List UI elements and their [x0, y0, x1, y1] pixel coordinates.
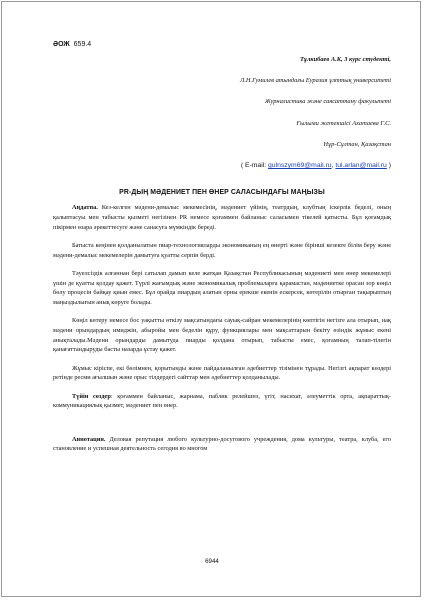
- author-name: Тұлкибаев А.К, 3 курс студенті,: [299, 56, 391, 63]
- udc-code: [53, 40, 391, 50]
- page-number: 6944: [205, 558, 219, 565]
- keywords-label: Түйін сөздер: [72, 392, 111, 400]
- email-line: [53, 161, 391, 171]
- abstract-paragraph-5: Жұмыс кіріспе, екі бөлімнен, қорытынды және пайдаланылған әдебиеттер тізімінен тұрады. Негізгі ақпарат көздері ретінде ресми ағылшын және орыс тілдердегі сайттар мен әдебиеттер қолданылады.: [53, 364, 391, 382]
- abstract-paragraph-2: Батыста кеңінен қолданылатын пиар-технологияларды экономиканың ең өнерті және бірінші кезекте білім беру және мәдени-демалыс мекемелерін дамытуға қуатты серпін берді.: [53, 242, 391, 259]
- abstract-paragraph-1: [53, 203, 391, 232]
- keywords-paragraph: [53, 392, 391, 411]
- ru-abstract-paragraph: [53, 435, 391, 454]
- email-link-1[interactable]: gulnszym69@mail.ru: [268, 161, 332, 169]
- city: Нұр-Сұлтан, Қазақстан: [323, 140, 391, 148]
- email-separator: ,: [331, 161, 336, 169]
- university: Л.Н.Гумилев атындағы Еуразия ұлттық университеті: [240, 77, 391, 85]
- udc-number: 659.4: [73, 41, 92, 48]
- udc-label: ӘОЖ: [53, 41, 70, 48]
- abstract-label: Аңдатпа.: [72, 204, 98, 212]
- email-suffix: ): [386, 161, 391, 169]
- article-title: PR-ДЫҢ МӘДЕНИЕТ ПЕН ӨНЕР САЛАСЫНДАҒЫ МАҢЫЗЫ: [119, 188, 325, 196]
- abstract-text-1: Кез-келген мәдени-демалыс мекемесінің, мәдениет үйінің, театрдың, клубтың іскерлік беделі, оның қалыптасуы мен табысты қызметі негізінен PR немесе қоғаммен байланыс саласымен тікелей қатысты. Бұл қоғамдық пікірмен өзара әрекеттесуге және санасуға мүмкіндік береді.: [53, 204, 391, 231]
- ru-abstract-label: Аннотация.: [72, 435, 106, 443]
- abstract-paragraph-4: Көңіл көтеру немесе бос уақытты өткізу мақсатындағы сауық-сайран мекемелерінің көптігін негізге ала отырып, нақ мәдени орындардың имиджін, абыройы мен беделін құру, функциялары мен мақсаттарын бекіту өзіндік жұмыс екені анықталады.Мәдени орындарды дамытуда пиарды қолдана отырып, табысты емес, қоғамның талап-тілегін қанағаттандыруды басты назарда ұстау қажет.: [53, 317, 391, 354]
- author-block: [53, 55, 391, 171]
- email-prefix: ( E-mail:: [240, 161, 269, 169]
- ru-abstract-text: Деловая репутация любого культурно-досугового учреждения, дома культуры, театра, клуба, его становление и успешная деятельность сегодня во многом: [53, 435, 391, 453]
- keywords-text: : қоғаммен байланыс, жарнама, паблик релейшнз, үгіт, насихат, әлеуметтік орта, ақпараттық-коммуникациялық қызмет, мәдениет пен өнер.: [53, 392, 391, 410]
- article-page: [53, 40, 391, 454]
- email-link-2[interactable]: tul.arlan@mail.ru: [335, 161, 387, 169]
- supervisor: Ғылыми жетекшісі Ахатаева Г.С.: [296, 119, 391, 127]
- faculty: Журналистика және саясаттану факультеті: [264, 98, 391, 106]
- abstract-paragraph-3: Тәуелсіздік алғаннан бері сатылап дамып келе жатқан Қазақстан Республикасының мәдениеті мен өнер мекемелері үшін де қуатты қолдау қажет. Түрлі жағымдық және экономикалық проблемаларға қарамастан, мәдениетке орасан зор көңіл бөлу процесін байқау қиын емес. Бұл орайда пиардың алатын орны ерекше екенін ескерсек, көтерілін отырған тақырыптың маңыздылығын анық көруге болады.: [53, 270, 391, 306]
